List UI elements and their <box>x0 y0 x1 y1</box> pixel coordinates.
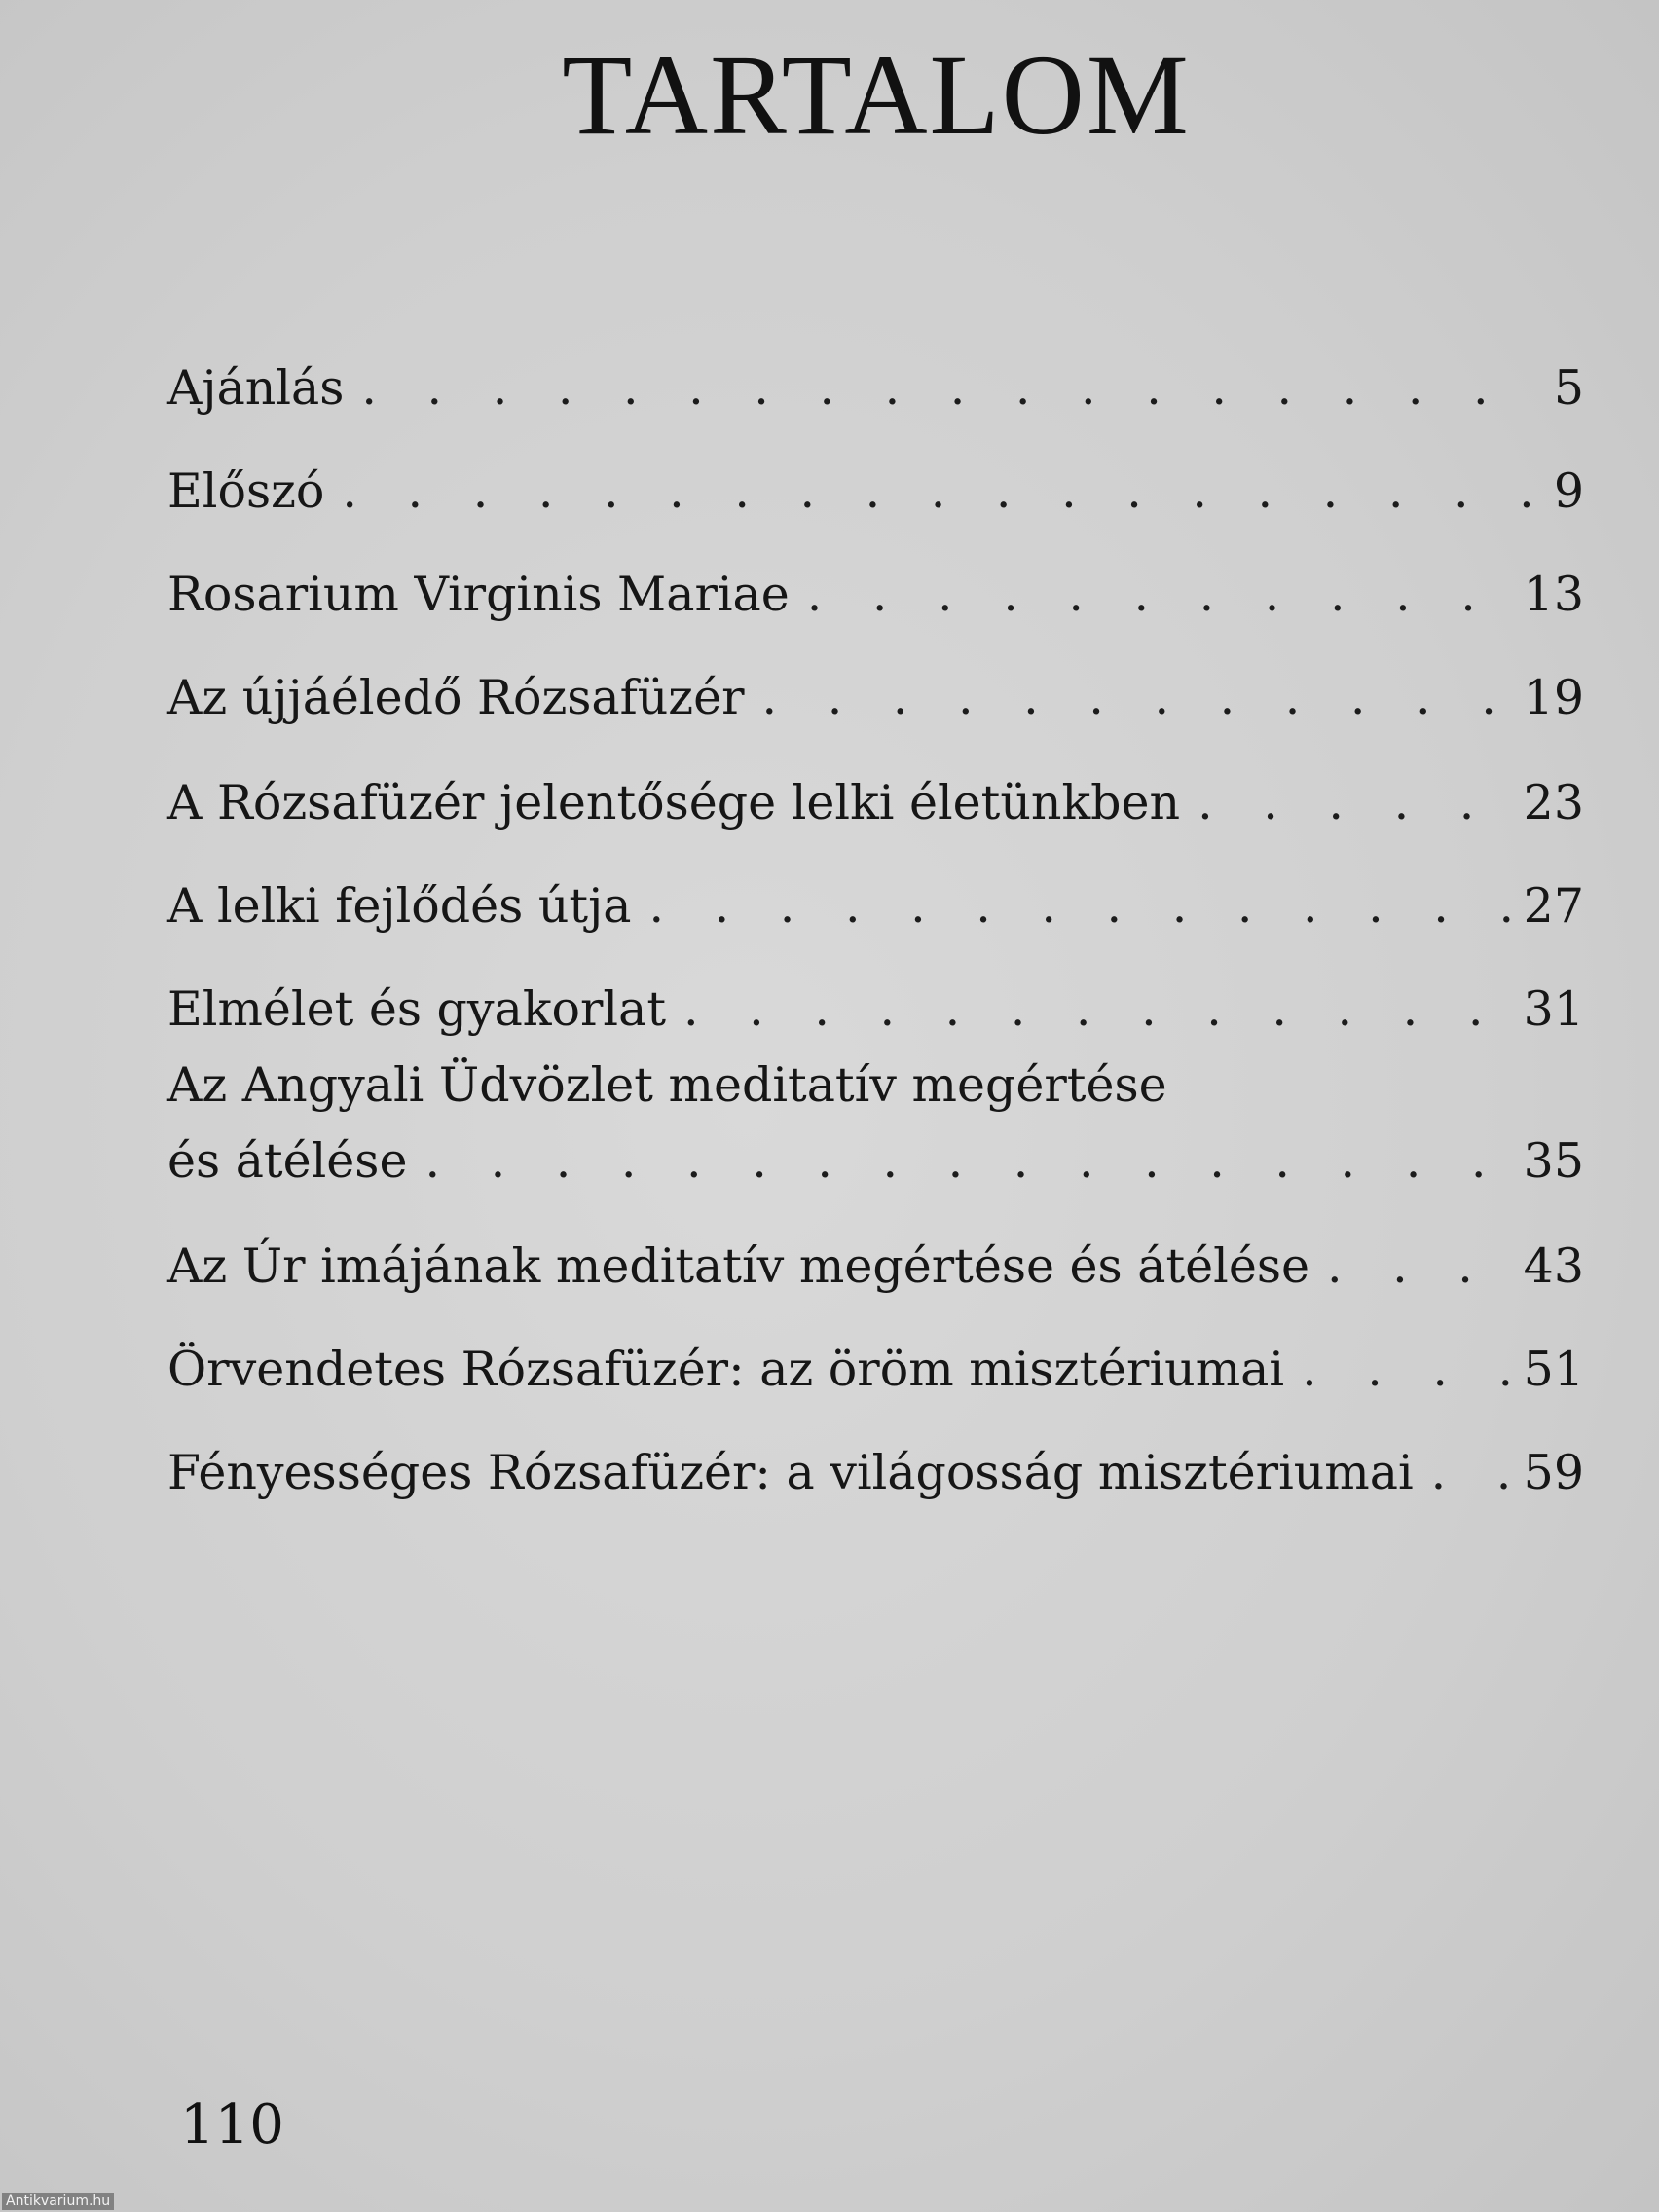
dot-leader <box>1302 1332 1510 1408</box>
dot-leader <box>1431 1435 1510 1511</box>
toc-entry-page: 5 <box>1553 360 1584 416</box>
toc-entry <box>167 1229 1584 1305</box>
toc-entry <box>167 972 1584 1048</box>
toc-entry-label: Örvendetes Rózsafüzér: az öröm misztériumai <box>167 1342 1285 1397</box>
dot-leader <box>762 660 1510 736</box>
dot-leader <box>807 557 1510 633</box>
toc-entry-label: Az újjáéledő Rózsafüzér <box>167 670 745 725</box>
dot-leader <box>683 972 1510 1048</box>
toc-entry <box>167 1332 1584 1408</box>
toc-entry <box>167 1048 1584 1199</box>
page-title: TARTALOM <box>562 31 1191 159</box>
toc-entry-page: 27 <box>1523 878 1584 934</box>
toc-entry-page: 23 <box>1523 775 1584 830</box>
dot-leader <box>1327 1229 1510 1305</box>
dot-leader <box>361 350 1539 426</box>
toc-entry-label: Elmélet és gyakorlat <box>167 981 667 1037</box>
toc-entry <box>167 350 1584 426</box>
toc-entry-page: 13 <box>1523 567 1584 622</box>
toc-entry-label: és átélése <box>167 1133 408 1189</box>
toc-entry-page: 51 <box>1523 1342 1584 1397</box>
toc-entry-page: 19 <box>1523 670 1584 725</box>
toc-entry <box>167 1435 1584 1511</box>
toc-entry-label: A lelki fejlődés útja <box>167 878 632 934</box>
dot-leader <box>424 1124 1509 1199</box>
toc-entry-page: 59 <box>1523 1445 1584 1500</box>
toc-entry-label: A Rózsafüzér jelentősége lelki életünkben <box>167 775 1181 830</box>
toc-entry <box>167 660 1584 736</box>
dot-leader <box>342 454 1539 530</box>
dot-leader <box>648 868 1509 944</box>
toc-entry-label: Fényességes Rózsafüzér: a világosság misztériumai <box>167 1445 1414 1500</box>
toc-entry-page: 35 <box>1523 1133 1584 1189</box>
toc-entry-page: 31 <box>1523 981 1584 1037</box>
toc-entry <box>167 765 1584 841</box>
toc-entry-label: Ajánlás <box>167 360 345 416</box>
toc-entry-page: 43 <box>1523 1238 1584 1294</box>
toc-entry <box>167 454 1584 530</box>
toc-entry <box>167 557 1584 633</box>
toc-entry-label-line1: Az Angyali Üdvözlet meditatív megértése <box>167 1057 1167 1113</box>
toc-entry-label: Az Úr imájának meditatív megértése és átélése <box>167 1238 1309 1294</box>
watermark: Antikvarium.hu <box>2 2193 114 2210</box>
page-number: 110 <box>180 2093 284 2157</box>
toc-entry-label: Előszó <box>167 463 325 519</box>
dot-leader <box>1198 765 1510 841</box>
toc-entry-page: 9 <box>1553 463 1584 519</box>
toc-entry <box>167 868 1584 944</box>
toc-entry-label: Rosarium Virginis Mariae <box>167 567 790 622</box>
